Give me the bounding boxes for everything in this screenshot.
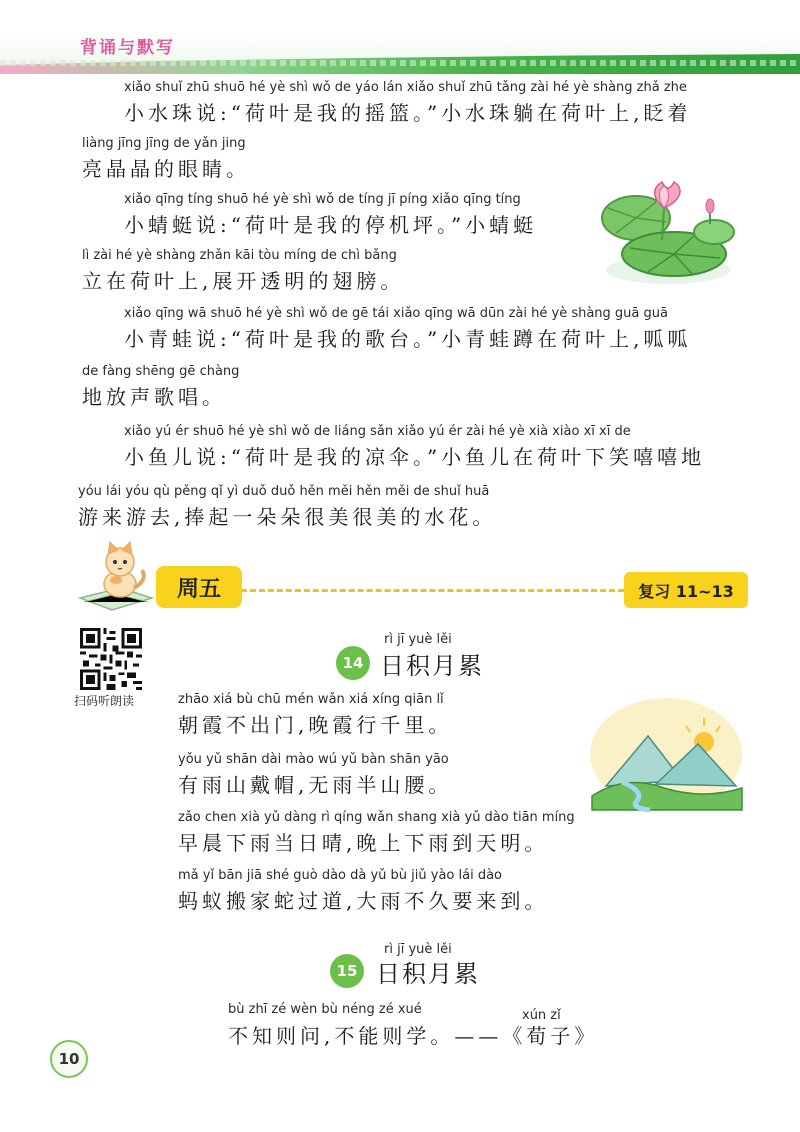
- section-15-title: 日积月累: [376, 960, 480, 988]
- pinyin-line: zǎo chen xià yǔ dàng rì qíng wǎn shang xià yǔ dào tiān míng: [178, 810, 575, 825]
- header-title: 背诵与默写: [80, 38, 175, 58]
- pinyin-line: xiǎo qīng tíng shuō hé yè shì wǒ de tíng jī píng xiǎo qīng tíng: [124, 192, 521, 207]
- hanzi-line: 地放声歌唱。: [82, 385, 226, 409]
- friday-divider: [232, 589, 624, 592]
- pinyin-line: yǒu yǔ shān dài mào wú yǔ bàn shān yāo: [178, 752, 449, 767]
- hanzi-line: 亮晶晶的眼睛。: [82, 157, 250, 181]
- hanzi-line: 早晨下雨当日晴,晚上下雨到天明。: [178, 831, 549, 855]
- pinyin-line: xiǎo shuǐ zhū shuō hé yè shì wǒ de yáo lán xiǎo shuǐ zhū tǎng zài hé yè shàng zhǎ zhe: [124, 80, 687, 95]
- pinyin-line: de fàng shēng gē chàng: [82, 364, 240, 379]
- hanzi-line: 蚂蚁搬家蛇过道,大雨不久要来到。: [178, 889, 549, 913]
- pinyin-line: xiǎo yú ér shuō hé yè shì wǒ de liáng sǎn xiǎo yú ér zài hé yè xià xiào xī xī de: [124, 424, 631, 439]
- pinyin-line: lì zài hé yè shàng zhǎn kāi tòu míng de chì bǎng: [82, 248, 397, 263]
- hanzi-line: 小鱼儿说:“荷叶是我的凉伞。”小鱼儿在荷叶下笑嘻嘻地: [124, 445, 706, 469]
- hanzi-line: 有雨山戴帽,无雨半山腰。: [178, 773, 453, 797]
- page-header: [0, 0, 800, 74]
- page-number: 10: [50, 1040, 88, 1078]
- qr-label: 扫码听朗读: [74, 694, 135, 708]
- pinyin-line: mǎ yǐ bān jiā shé guò dào dà yǔ bù jiǔ yào lái dào: [178, 868, 503, 883]
- pinyin-line: xiǎo qīng wā shuō hé yè shì wǒ de gē tái xiǎo qīng wā dūn zài hé yè shàng guā guā: [124, 306, 668, 321]
- pinyin-line: zhāo xiá bù chū mén wǎn xiá xíng qiān lǐ: [178, 692, 444, 707]
- hanzi-line: 不知则问,不能则学。——《荀子》: [228, 1024, 599, 1048]
- section-14-number: 14: [336, 646, 370, 680]
- hanzi-line: 立在荷叶上,展开透明的翅膀。: [82, 269, 405, 293]
- section-15-title-pinyin: rì jī yuè lěi: [384, 942, 452, 957]
- header-stripe: [0, 60, 800, 66]
- section-15-number: 15: [330, 954, 364, 988]
- section-14-title: 日积月累: [380, 652, 484, 680]
- cat-illustration: [76, 540, 156, 612]
- pinyin-line: bù zhī zé wèn bù néng zé xué: [228, 1002, 422, 1017]
- review-badge: 复习 11~13: [624, 572, 748, 608]
- source-pinyin: xún zǐ: [522, 1008, 561, 1023]
- pinyin-line: liàng jīng jīng de yǎn jing: [82, 136, 246, 151]
- hanzi-line: 小蜻蜓说:“荷叶是我的停机坪。”小蜻蜓: [124, 213, 538, 237]
- mountain-illustration: [586, 696, 744, 814]
- section-14-title-pinyin: rì jī yuè lěi: [384, 632, 452, 647]
- friday-badge: 周五: [156, 566, 242, 608]
- hanzi-line: 游来游去,捧起一朵朵很美很美的水花。: [78, 505, 497, 529]
- hanzi-line: 朝霞不出门,晚霞行千里。: [178, 713, 453, 737]
- hanzi-line: 小青蛙说:“荷叶是我的歌台。”小青蛙蹲在荷叶上,呱呱: [124, 327, 692, 351]
- hanzi-line: 小水珠说:“荷叶是我的摇篮。”小水珠躺在荷叶上,眨着: [124, 101, 692, 125]
- lotus-illustration: [596, 178, 738, 288]
- pinyin-line: yóu lái yóu qù pěng qǐ yì duǒ duǒ hěn měi hěn měi de shuǐ huā: [78, 484, 490, 499]
- qr-code-icon[interactable]: [80, 628, 142, 690]
